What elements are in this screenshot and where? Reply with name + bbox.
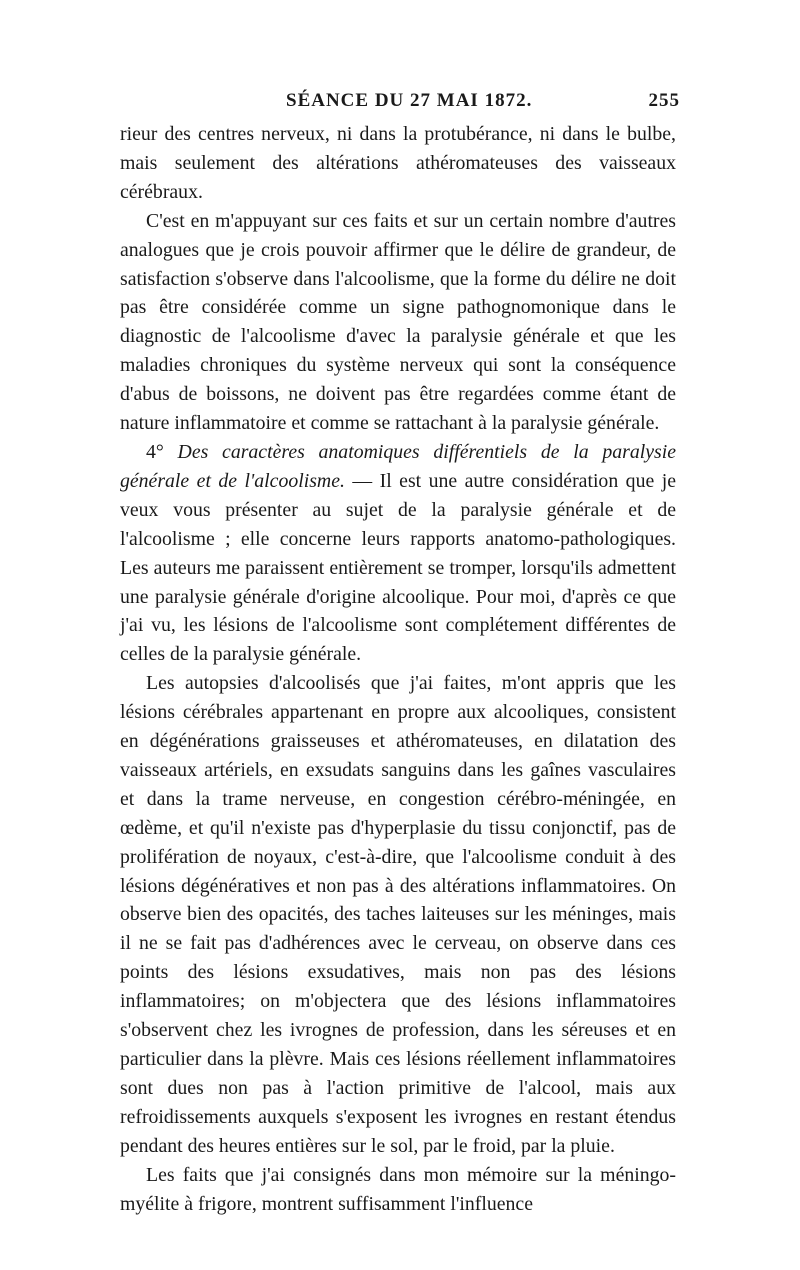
header-title: SÉANCE DU 27 MAI 1872. xyxy=(286,90,533,111)
paragraph-text: Les faits que j'ai consignés dans mon mémoire sur la méningo-myélite à frigore, montrent suffisamment l'influence xyxy=(120,1163,676,1215)
running-header xyxy=(120,90,680,120)
paragraph-text: C'est en m'appuyant sur ces faits et sur un certain nombre d'autres analogues que je crois pouvoir affirmer que le délire de grandeur, de satisfaction s'observe dans l'alcoolisme, que la forme du délire ne doit pas être considérée comme un signe pathognomonique dans le diagnostic de l'alcoolisme d'avec la paralysie générale et que les maladies chroniques du système nerveux qui sont la conséquence d'abus de boissons, ne doivent pas être regardées comme étant de nature inflammatoire et comme se rattachant à la paralysie générale. xyxy=(120,209,676,435)
paragraph-text: rieur des centres nerveux, ni dans la protubérance, ni dans le bulbe, mais seulement des altérations athéromateuses des vaisseaux cérébraux. xyxy=(120,123,676,203)
section-number: 4° xyxy=(146,440,164,463)
paragraph xyxy=(120,207,676,438)
paragraph-continued xyxy=(120,120,676,207)
book-page xyxy=(120,90,680,1218)
paragraph xyxy=(120,669,676,1160)
paragraph-text: Les autopsies d'alcoolisés que j'ai faites, m'ont appris que les lésions cérébrales appartenant en propre aux alcooliques, consistent en dégénérations graisseuses et athéromateuses, en dilatation des vaisseaux artériels, en exsudats sanguins dans les gaînes vasculaires et dans la trame nerveuse, en congestion cérébro-méningée, en œdème, et qu'il n'existe pas d'hyperplasie du tissu conjonctif, pas de prolifération de noyaux, c'est-à-dire, que l'alcoolisme conduit à des lésions dégénératives et non pas à des altérations inflammatoires. On observe bien des opacités, des taches laiteuses sur les méninges, mais il ne se fait pas d'adhérences avec le cerveau, on observe dans ces points des lésions exsudatives, mais non pas des lésions inflammatoires; on m'objectera que des lésions inflammatoires s'observent chez les ivrognes de profession, dans les séreuses et en particulier dans la plèvre. Mais ces lésions réellement inflammatoires sont dues non pas à l'action primitive de l'alcool, mais aux refroidissements auxquels s'exposent les ivrognes en restant étendus pendant des heures entières sur le sol, par le froid, par la pluie. xyxy=(120,672,676,1157)
body-text xyxy=(120,120,676,1218)
section-heading: Des caractères anatomiques différentiels de la paralysie générale et de l'alcoolisme. xyxy=(120,440,676,492)
section-paragraph xyxy=(120,438,676,669)
paragraph xyxy=(120,1161,676,1219)
page-number: 255 xyxy=(648,90,680,111)
paragraph-text: — Il est une autre considération que je veux vous présenter au sujet de la paralysie générale et de l'alcoolisme ; elle concerne leurs rapports anatomo-pathologiques. Les auteurs me paraissent entièrement se tromper, lorsqu'ils admettent une paralysie générale d'origine alcoolique. Pour moi, d'après ce que j'ai vu, les lésions de l'alcoolisme sont complétement différentes de celles de la paralysie générale. xyxy=(120,469,676,666)
